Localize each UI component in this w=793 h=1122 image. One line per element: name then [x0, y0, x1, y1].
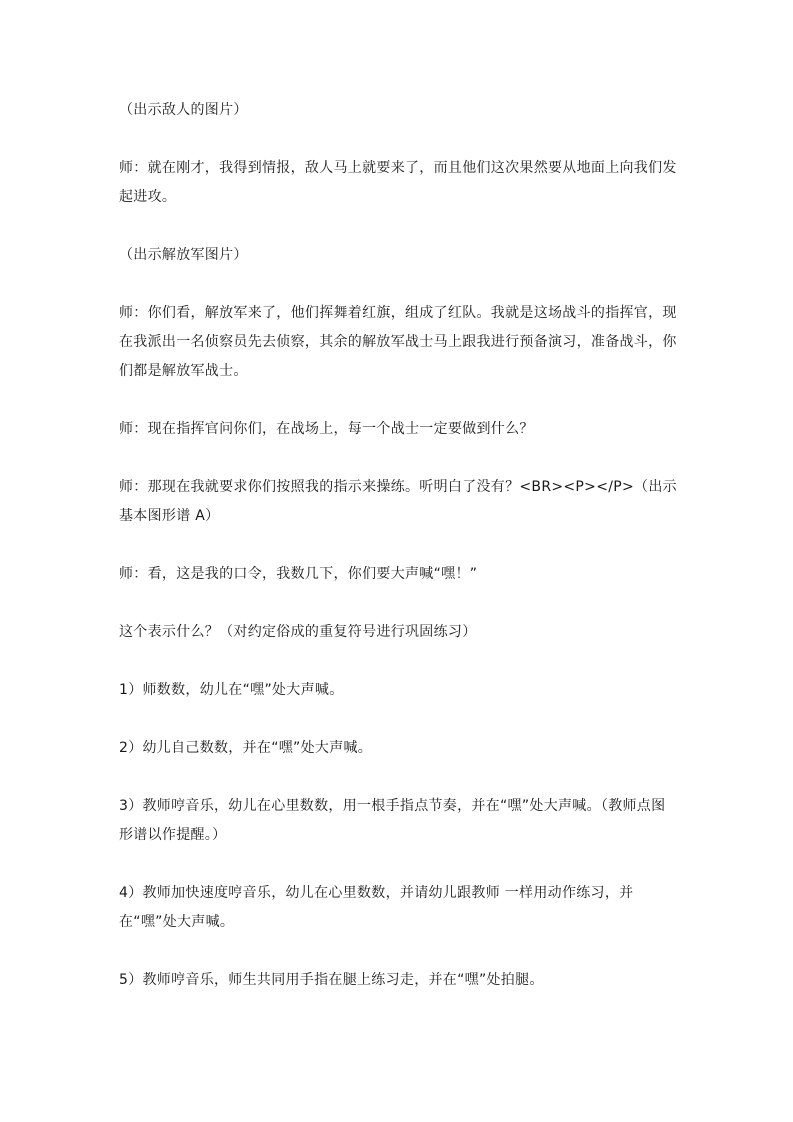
paragraph-gap — [119, 589, 677, 618]
paragraph-gap — [119, 270, 677, 299]
paragraph-teacher-pla-arrive: 师：你们看，解放军来了，他们挥舞着红旗，组成了红队。我就是这场战斗的指挥官，现在我派出一名侦察员先去侦察，其余的解放军战士马上跟我进行预备演习，准备战斗，你们都是解放军战士。 — [119, 305, 677, 379]
paragraph-teacher-drill: 师：那现在我就要求你们按照我的指示来操练。听明白了没有？<BR><P></P>（出示基本图形谱 A） — [119, 479, 677, 524]
paragraph-gap — [119, 937, 677, 966]
document-body — [119, 96, 677, 995]
paragraph-gap — [119, 850, 677, 879]
paragraph-gap — [119, 763, 677, 792]
paragraph-gap — [119, 705, 677, 734]
paragraph-show-pla-picture: （出示解放军图片） — [119, 247, 248, 263]
list-item-step-1: 1）师数数，幼儿在“嘿”处大声喊。 — [119, 682, 344, 698]
paragraph-teacher-question: 师：现在指挥官问你们，在战场上，每一个战士一定要做到什么？ — [119, 421, 534, 437]
list-item-step-4: 4）教师加快速度哼音乐，幼儿在心里数数，并请幼儿跟教师 一样用动作练习，并在“嘿”处大声喊。 — [119, 885, 634, 930]
paragraph-repeat-symbol: 这个表示什么？（对约定俗成的重复符号进行巩固练习） — [119, 624, 477, 640]
paragraph-teacher-command: 师：看，这是我的口令，我数几下，你们要大声喊“嘿！” — [119, 566, 478, 582]
paragraph-gap — [119, 212, 677, 241]
paragraph-gap — [119, 444, 677, 473]
list-item-step-2: 2）幼儿自己数数，并在“嘿”处大声喊。 — [119, 740, 373, 756]
paragraph-gap — [119, 531, 677, 560]
paragraph-gap — [119, 386, 677, 415]
paragraph-teacher-intel: 师：就在刚才，我得到情报，敌人马上就要来了，而且他们这次果然要从地面上向我们发起进攻。 — [119, 160, 677, 205]
paragraph-gap — [119, 125, 677, 154]
paragraph-show-enemy-picture: （出示敌人的图片） — [119, 102, 248, 118]
list-item-step-5: 5）教师哼音乐，师生共同用手指在腿上练习走，并在“嘿”处拍腿。 — [119, 972, 544, 988]
paragraph-gap — [119, 647, 677, 676]
list-item-step-3: 3）教师哼音乐，幼儿在心里数数，用一根手指点节奏，并在“嘿”处大声喊。（教师点图形谱以作提醒。） — [119, 798, 666, 843]
